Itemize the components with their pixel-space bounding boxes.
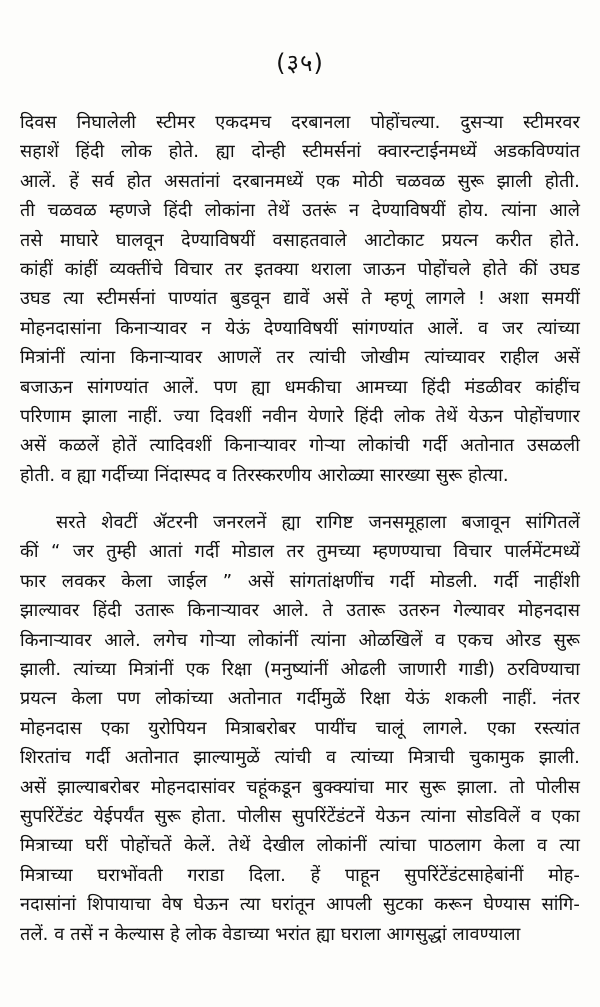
text-line: सरते शेवटीं ॲटरनी जनरलनें ह्या रागिष्ट जनसमूहाला बजावून सांगितलें [56,512,580,534]
text-line: दिवस निघालेली स्टीमर एकदमच दरबानला पोहोंचल्या. दुसऱ्या स्टीमरवर [20,112,580,133]
text-line: फार लवकर केला जाईल ” असें सांगतांक्षणींच गर्दी मोडली. गर्दी नाहींशी [20,570,580,592]
text-line: झाली. त्यांच्या मित्रांनीं एक रिक्षा (मनुष्यांनीं ओढली जाणारी गाडी) ठरविण्याचा [20,659,580,681]
text-line: ती चळवळ म्हणजे हिंदी लोकांना तेथें उतरूं न देण्याविषयीं होय. त्यांना आले [20,200,580,222]
text-line: बजाऊन सांगण्यांत आलें. पण ह्या धमकीचा आमच्या हिंदी मंडळीवर कांहींच [20,376,580,398]
body-text [20,108,580,949]
text-line: सुपरिंटेंडंट येईपर्यंत सुरू होता. पोलीस सुपरिंटेंडंटनें येऊन त्यांना सोडविलें व एका [20,805,580,827]
text-line: झाल्यावर हिंदी उतारू किनाऱ्यावर आले. ते उतारू उतरुन गेल्यावर मोहनदास [20,600,580,622]
text-line: मोहनदासांना किनाऱ्यावर न येऊं देण्याविषयीं सांगण्यांत आलें. व जर त्यांच्या [20,317,580,339]
text-line: तसे माघारे घालवून देण्याविषयीं वसाहतवाले आटोकाट प्रयत्न करीत होते. [20,229,580,251]
text-line: तलें. व तसें न केल्यास हे लोक वेडाच्या भरांत ह्या घराला आगसुद्धां लावण्याला [20,923,521,945]
text-line: परिणाम झाला नाहीं. ज्या दिवशीं नवीन येणारे हिंदी लोक तेथें येऊन पोहोंचणार [20,405,580,427]
text-line: नदासांनां शिपायाचा वेष घेऊन त्या घरांतून आपली सुटका करून घेण्यास सांगि- [20,894,580,916]
text-line: मित्राच्या घरीं पोहोंचतें केलें. तेथें देखील लोकांनीं त्यांचा पाठलाग केला व त्या [20,835,580,857]
text-line: मोहनदास एका युरोपियन मित्राबरोबर पायींच चालूं लागले. एका रस्त्यांत [20,717,580,739]
text-line: मित्राच्या घराभोंवती गराडा दिला. हें पाहून सुपरिंटेंडंटसाहेबांनीं मोह- [20,864,580,886]
text-line: कांहीं कांहीं व्यक्तींचे विचार तर इतक्या थराला जाऊन पोहोंचले होते कीं उघड [20,258,580,280]
paragraph [20,108,580,490]
text-line: उघड त्या स्टीमर्सनां पाण्यांत बुडवून द्यावें असें ते म्हणूं लागले ! अशा समयीं [20,288,580,310]
paragraph [20,508,580,949]
text-line: आलें. हें सर्व होत असतांनां दरबानमध्यें एक मोठी चळवळ सुरू झाली होती. [20,170,580,192]
text-line: होती. व ह्या गर्दीच्या निंदास्पद व तिरस्करणीय आरोळ्या सारख्या सुरू होत्या. [20,464,509,486]
text-line: सहाशें हिंदी लोक होते. ह्या दोन्ही स्टीमर्सनां क्वारन्टाईनमध्यें अडकविण्यांत [20,141,580,163]
text-line: मित्रांनीं त्यांना किनाऱ्यावर आणलें तर त्यांची जोखीम त्यांच्यावर राहील असें [20,347,580,369]
text-line: कीं “ जर तुम्ही आतां गर्दी मोडाल तर तुमच्या म्हणण्याचा विचार पार्लमेंटमध्यें [20,541,580,563]
text-line: असें कळलें होतें त्यादिवशीं किनाऱ्यावर गोऱ्या लोकांची गर्दी अतोनात उसळली [20,435,580,457]
text-line: प्रयत्न केला पण लोकांच्या अतोनात गर्दीमुळें रिक्षा येऊं शकली नाहीं. नंतर [20,688,580,710]
text-line: शिरतांच गर्दी अतोनात झाल्यामुळें त्यांची व त्यांच्या मित्राची चुकामुक झाली. [20,747,580,769]
text-line: किनाऱ्यावर आले. लगेच गोऱ्या लोकांनीं त्यांना ओळखिलें व एकच ओरड सुरू [20,629,580,651]
text-line: असें झाल्याबरोबर मोहनदासांवर चहूंकडून बुक्क्यांचा मार सुरू झाला. तो पोलीस [20,776,580,798]
page-number: (३५) [276,49,324,77]
